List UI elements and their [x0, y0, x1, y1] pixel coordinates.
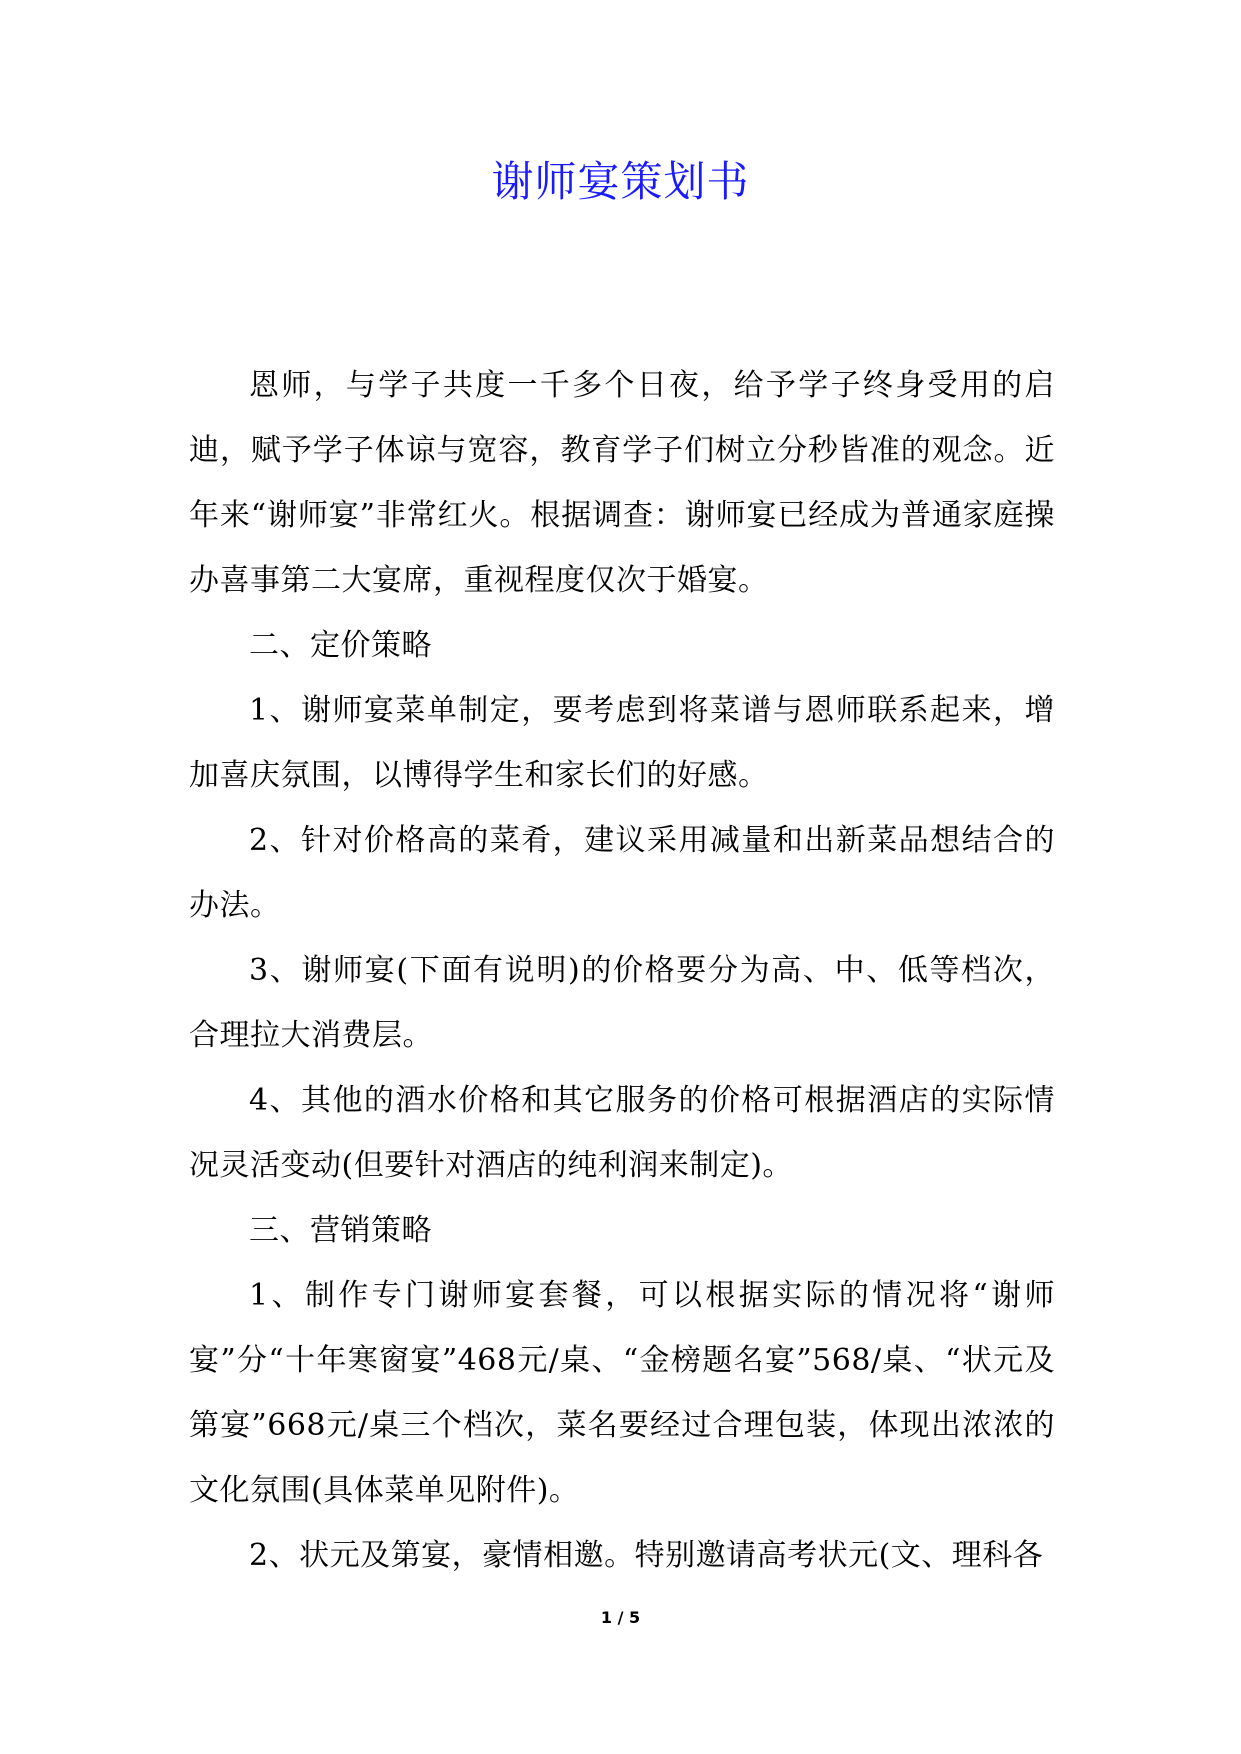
section-heading-marketing: 三、营销策略	[249, 1213, 432, 1248]
section-heading-pricing: 二、定价策略	[249, 628, 432, 663]
paragraph-intro: 恩师，与学子共度一千多个日夜，给予学子终身受用的启迪，赋予学子体谅与宽容，教育学子们树立分秒皆准的观念。近年来“谢师宴”非常红火。根据调查：谢师宴已经成为普通家庭操办喜事第二大宴席，重视程度仅次于婚宴。	[189, 368, 1055, 598]
paragraph-pricing-3: 3、谢师宴(下面有说明)的价格要分为高、中、低等档次，合理拉大消费层。	[189, 953, 1055, 1053]
page-number: 1 / 5	[600, 1608, 641, 1627]
document-body	[189, 353, 1055, 1588]
paragraph-pricing-1: 1、谢师宴菜单制定，要考虑到将菜谱与恩师联系起来，增加喜庆氛围，以博得学生和家长们的好感。	[189, 693, 1055, 793]
document-title: 谢师宴策划书	[491, 157, 750, 206]
paragraph-pricing-2: 2、针对价格高的菜肴，建议采用减量和出新菜品想结合的办法。	[189, 823, 1055, 923]
paragraph-pricing-4: 4、其他的酒水价格和其它服务的价格可根据酒店的实际情况灵活变动(但要针对酒店的纯利润来制定)。	[189, 1083, 1055, 1183]
paragraph-marketing-1: 1、制作专门谢师宴套餐，可以根据实际的情况将“谢师宴”分“十年寒窗宴”468元/桌、“金榜题名宴”568/桌、“状元及第宴”668元/桌三个档次，菜名要经过合理包装，体现出浓浓的文化氛围(具体菜单见附件)。	[189, 1278, 1055, 1508]
paragraph-marketing-2: 2、状元及第宴，豪情相邀。特别邀请高考状元(文、理科各	[249, 1538, 1044, 1573]
